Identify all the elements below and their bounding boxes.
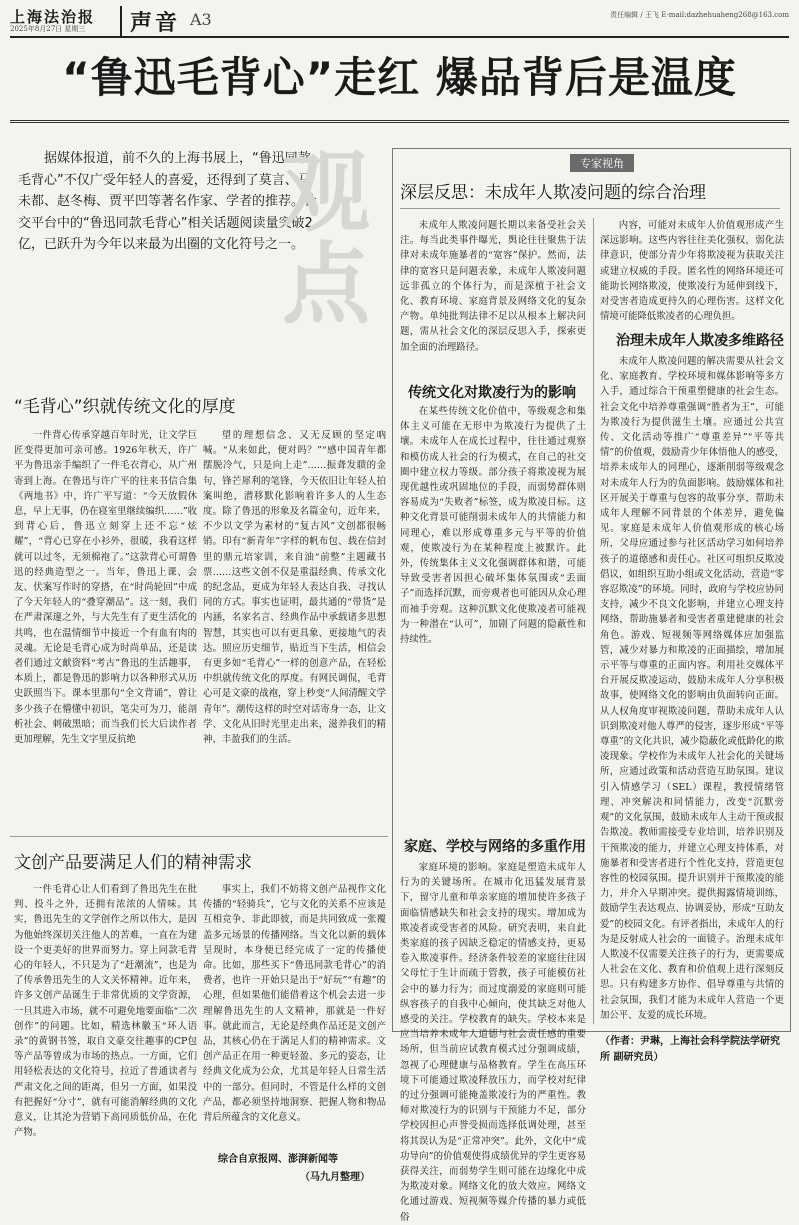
expert-title-rule	[400, 208, 780, 209]
expert-intro: 未成年人欺凌问题长期以来备受社会关注。每当此类事件曝光，舆论往往聚焦于法律对未成年施暴者的“宽容”保护。然而，法律的宽容只是问题表象，未成年人欺凌问题远非孤立的个体行为，而是深植于社会文化、教育环境、家庭背景及网络文化的复杂产物。单纯批判法律不足以从根本上解决问题，需从社会文化的深层反思入手，探索更加全面的治理路径。	[400, 220, 586, 353]
article2-col1: 一件毛背心让人们看到了鲁迅先生在批判、投斗之外，还拥有浓浓的人情味。其实，鲁迅先生的文学创作之所以伟大，是因为他始终深切关注他人的苦难，一直在为建设一个更美好的世界而努力。穿上同款毛背心的年轻人，不只是为了“赶潮流”，也是为了传承鲁迅先生的人文关怀精神。近年来，许多文创产品诞生于非常优质的文学资源，一旦其进入市场，就不可避免地要面临“二次创作”的问题。比如，精选林徽玉“环人语录”的黄钢书签，取自文豪交往趣事的CP包等产品等曾成为市场的热点。一方面，它们用轻松表达的文化符号，拉近了普通读者与严肃文化之间的距离，但另一方面，如果没有把握好“分寸”，就有可能消解经典的文化意义，让其沦为营销下高同质低价品，在化产物。	[14, 884, 197, 1139]
expert-subhead-1: 传统文化对欺凌行为的影响	[408, 385, 576, 401]
expert-title: 深层反思：未成年人欺凌问题的综合治理	[400, 183, 706, 203]
expert-tag: 专家视角	[570, 154, 634, 172]
issue-date: 2025年8月27日 星期三	[10, 25, 86, 33]
page-number: A3	[190, 10, 212, 29]
expert-subhead-3: 治理未成年人欺凌多维路径	[616, 333, 784, 349]
expert-byline: （作者：尹琳，上海社会科学院法学研究所 副研究员）	[600, 1036, 780, 1063]
expert-section-1: 在某些传统文化价值中，等级观念和集体主义可能在无形中为欺凌行为提供了土壤。未成年人在成长过程中，往往通过观察和模仿成人社会的行为模式，在自己的社交圈中建立权力等级。部分孩子将欺凌视为展现优越性或巩固地位的手段，而弱势群体则容易成为“失败者”标签，成为欺凌目标。这种文化背景可能削弱未成年人的共情能力和同理心，难以形成尊重多元与平等的价值观，使欺凌行为在某种程度上被默许。此外，传统集体主义文化强调群体和谐，可能导致受害者因担心破坏集体氛围或“丢面子”而选择沉默，而旁观者也可能因从众心理而袖手旁观。这种沉默文化使欺凌者可能视为一种潜在“认可”，加剧了问题的隐蔽性和持续性。	[400, 406, 586, 646]
headline-rule	[10, 120, 789, 123]
editor-line: 责任编辑 / 王飞 E-mail:dazhehuaheng268@163.com	[610, 11, 789, 19]
article1-title: “毛背心”织就传统文化的厚度	[14, 397, 236, 417]
article2-col2: 事实上，我们不妨将文创产品视作文化传播的“轻骑兵”，它与文化的关系不应该是互相竞争、非此即彼，而是共同致成一张覆盖多元场景的传播网络。当文化以新的载体呈现时，本身便已经完成了一定的传播使命。比如，那些买下“鲁迅同款毛背心”的消费者，也许一开始只是出于“好玩”“有趣”的心理，但如果他们能借着这个机会去进一步理解鲁迅先生的人文精神，那就是一件好事。就此而言，无论是经典作品还是文创产品，其核心仍在于满足人们的精神需求。文创产品正在用一种更轻盈、多元的姿态，让经典文化成为公众，尤其是年轻人日常生活中的一部分。但同时，不管是什么样的文创产品，都必须坚持地洞察、把握人物和物品背后所蕴含的文化意义。	[203, 884, 386, 1124]
article2-source: 综合自京报网、澎湃新闻等	[218, 1154, 338, 1165]
main-headline: “鲁迅毛背心”走红 爆品背后是温度	[62, 53, 737, 102]
article2-title: 文创产品要满足人们的精神需求	[14, 853, 252, 873]
article-divider	[10, 836, 388, 837]
expert-section-2: 家庭环境的影响。家庭是塑造未成年人行为的关键场所。在城市化迅猛发展背景下，留守儿童和单亲家庭的增加使许多孩子面临情感缺失和社会支持的现实。增加成为欺凌者或受害者的风险。研究表明，来自此类家庭的孩子因缺乏稳定的情感支持，更易卷入欺凌事件。经济条件较差的家庭往往因父母忙于生计而疏于管教，孩子可能模仿社会中的暴力行为；而过度溺爱的家庭则可能纵容孩子的自我中心倾向，使其缺乏对他人感受的关注。学校教育的缺失。学校本来是应当培养未成年人道德与社会责任感的重要场所，但当前应试教育模式过分强调成绩，忽视了心理健康与品格教育。学生在高压环境下可能通过欺凌释放压力，而学校对纪律的过分强调可能掩盖欺凌行为的严重性。教师对欺凌行为的识别与干预能力不足，部分学校因担心声誉受损而选择低调处理，甚至将其误认为是“正常冲突”。此外，文化中“成功导向”的价值观使得成绩优异的学生更容易获得关注，而弱势学生则可能在边缘化中成为欺凌对象。网络文化的放大效应。网络文化通过游戏、短视频等媒介传播的暴力或低俗	[400, 862, 586, 1223]
expert-col2-top: 内容，可能对未成年人价值观形成产生深远影响。这些内容往往美化强权，弱化法律意识，使部分青少年将欺凌视为获取关注或建立权威的手段。匿名性的网络环境还可能助长网络欺凌，使欺凌行为延伸到线下，对受害者造成更持久的心理伤害。这样文化情境可能降低欺凌者的心理负担。	[600, 220, 784, 323]
lead-paragraph: 据媒体报道，前不久的上海书展上，“鲁迅同款毛背心”不仅广受年轻人的喜爱，还得到了莫言、马未都、赵冬梅、贾平凹等著名作家、学者的推荐。社交平台中的“鲁迅同款毛背心”相关话题阅读量突破2亿，已跃升为今年以来最为出圈的文化符号之一。	[18, 151, 318, 252]
opinion-char-1: 观	[282, 140, 371, 244]
expert-subhead-2: 家庭、学校与网络的多重作用	[404, 839, 586, 855]
masthead	[10, 4, 789, 38]
article1-col1: 一件背心传承穿越百年时光，让文学巨匠变得更加可亲可感。1926年秋天，许广平为鲁迅亲手编织了一件毛衣背心，从广州寄到上海。在鲁迅与许广平的往来书信合集《两地书》中，许广平写道：“今天放假休息，早上无事，仍在寝室里继续编织……”收到背心后，鲁迅立刻穿上还不忘“炫耀”，“背心已穿在小衫外，很暖，我看这样就可以过冬，无须棉袍了。”这款背心可谓鲁迅的经典造型之一。当年，鲁迅上课、会友、伏案写作时的穿搭，在“时尚轮回”中成了今天年轻人的“叠穿潮品”。这一刻，我们在严肃深邃之外，与大先生有了更生活化的共鸣，也在温情细节中接近一个有血有肉的灵魂。无论是毛背心成为时尚单品，还是读者们通过文献资料“考古”鲁迅的生活趣事，本质上，都是鲁迅的影响力以各种形式从历史跃照当下。课本里那句“全文背诵”，曾让多少孩子在懵懂中初识，笔尖可为刀，能剖析社会、刺破黑暗；而当我们长大后读作者更加理解，先生文字里反抗绝	[14, 430, 197, 746]
section-name: 声音	[120, 6, 180, 37]
paper-name: 上海法治报	[10, 8, 96, 26]
opinion-char-2: 点	[282, 232, 371, 336]
article2-editor-credit: （马九月整理）	[300, 1172, 370, 1183]
expert-column-divider	[593, 218, 594, 1024]
expert-section-3: 未成年人欺凌问题的解决需要从社会文化、家庭教育、学校环境和媒体影响等多方入手，通过综合干预重塑健康的社会生态。社会文化中培养尊重强调“胜者为王”，可能为欺凌行为提供滋生土壤。应通过公共宣传、文化活动等推广“尊重差异”“平等共情”的价值观，鼓励青少年体悟他人的感受，培养未成年人的同理心，逐渐削弱等级观念对未成年人行为的负面影响。鼓励媒体和社区开展关于尊重与包容的故事分享，帮助未成年人理解不同背景的个体差异，避免偏见。家庭是未成年人价值观形成的核心场所，父母应通过参与社区活动学习如何培养孩子的道德感和责任心。社区可组织反欺凌倡议，如组织互助小组或文化活动，营造“零容忍欺凌”的环境。同时，政府与学校应协同支持，减少不良文化影响，并建立心理支持网络，帮助施暴者和受害者重建健康的社会角色。游戏、短视频等网络媒体应加强监管，减少对暴力和欺凌的正面描绘，增加展示平等与尊重的正面内容。利用社交媒体平台开展反欺凌运动，鼓励未成年人分享积极故事，使网络文化的影响由负面转向正面。从人权角度审视欺凌问题，帮助未成年人认识到欺凌对他人尊严的侵害，逐步形成“平等尊重”的文化共识，减少隐蔽化或低龄化的欺凌现象。学校作为未成年人社会化的关键场所，应通过政策和活动营造互助氛围。建议引入情感学习（SEL）课程，教授情绪管理、冲突解决和同情能力，改变“沉默旁观”的文化氛围，鼓励未成年人主动干预或报告欺凌。教师需接受专业培训，培养识别及干预欺凌的能力，并建立心理支持体系，对施暴者和受害者进行个性化支持，营造更包容性的校园氛围。提升识别并干预欺凌的能力，并介入早期冲突。提供揭露情境训练，鼓励学生表达观点、协调妥协，形成“互助友爱”的校园文化。有评者指出，未成年人的行为是反射成人社会的一面镜子。治理未成年人欺凌不仅需要关注孩子的行为，更需要成人社会在文化、教育和价值观上进行深刻反思。只有构建多方协作、倡导尊重与共情的社会氛围，我们才能为未成年人营造一个更加公平、友爱的成长环境。	[600, 356, 784, 1021]
article1-col2: 望的理想信念、又无反顾的坚定吶喊。“从来如此，便对吗？”“感中国青年都摆脱冷气，只是向上走”……振聋发聩的金句，锋芒犀利的笔锋，今天依旧让年轻人拍案叫绝，潜移默化影响着许多人的人生态度。除了鲁迅的形象及名篇金句，近年来，不少以文学为素材的“复古风”文创都很畅销。印有“新青年”字样的帆布包、载在信封里的鼎元培家训，来自油“前整”主题藏书票……这些文创不仅是重温经典、传承文化的纪念品，更成为年轻人表达自我、寻找认同的方式。事实也证明，最共通的“带货”是内涵，名家名言、经典作品中承载诸多思想智慧，其实也可以有更具象、更接地气的表达。照应历史细节，贴近当下生活，相信会有更多如“毛背心”一样的创意产品，在轻松中织就传统文化的厚度。有网民调侃，毛背心可是文豪的战袍，穿上秒变“人间清醒文学青年”。潮传这样的时空对话寄身一态，让文学、文化从旧时光里走出来，滋养我们的精神、丰盈我们的生活。	[203, 430, 386, 746]
